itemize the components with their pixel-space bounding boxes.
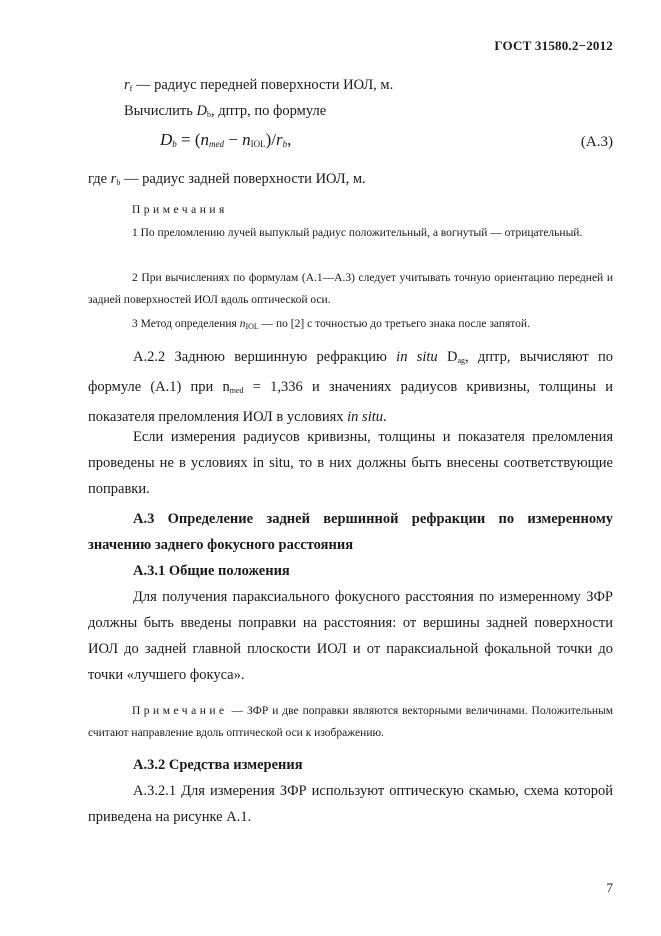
note-3: 3 Метод определения nIOL — по [2] с точностью до третьего знака после запятой. [132, 318, 530, 331]
notes-title: Примечания [132, 204, 228, 216]
page-number: 7 [606, 880, 613, 895]
paragraph-a22: А.2.2 Заднюю вершинную рефракцию in situ Dag, дптр, вычисляют по формуле (А.1) при nmed = 1,336 и значениях радиусов кривизны, толщины и показателя преломления ИОЛ в условиях in situ. [88, 349, 613, 425]
calc-instruction: Вычислить Db, дптр, по формуле [124, 103, 327, 119]
formula-number: (A.3) [580, 134, 613, 150]
paragraph-a31: Для получения параксиального фокусного расстояния по измеренному ЗФР должны быть введены поправки на расстояния: от вершины задней поверхности ИОЛ до задней главной плоскости ИОЛ и от параксиальной фокальной точки до точки «лучшего фокуса». [88, 589, 613, 683]
paragraph-corrections: Если измерения радиусов кривизны, толщины и показателя преломления проведены не в условиях in situ, то в них должны быть внесены соответствующие поправки. [88, 429, 613, 497]
paragraph-a321: А.3.2.1 Для измерения ЗФР используют оптическую скамью, схема которой приведена на рисунке А.1. [88, 783, 613, 825]
formula-a3: $D_b = (n_{med} - n_{IOL})/r_b$, [160, 130, 292, 149]
rb-definition: где rb — радиус задней поверхности ИОЛ, м. [88, 171, 366, 187]
note-zfr: Примечание — ЗФР и две поправки являются векторными величинами. Положительным считают направление вдоль оптической оси к изображению. [88, 705, 613, 739]
rf-definition: rf — радиус передней поверхности ИОЛ, м. [124, 77, 394, 93]
heading-a32: А.3.2 Средства измерения [133, 757, 303, 773]
document-header: ГОСТ 31580.2−2012 [494, 38, 613, 53]
heading-a3: А.3 Определение задней вершинной рефракции по измеренному значению заднего фокусного расстояния [88, 511, 613, 553]
heading-a31: А.3.1 Общие положения [133, 563, 290, 579]
note-1: 1 По преломлению лучей выпуклый радиус положительный, а вогнутый — отрицательный. [132, 227, 583, 239]
note-2: 2 При вычислениях по формулам (А.1—А.3) следует учитывать точную ориентацию передней и задней поверхностей ИОЛ вдоль оптической оси. [88, 272, 613, 306]
